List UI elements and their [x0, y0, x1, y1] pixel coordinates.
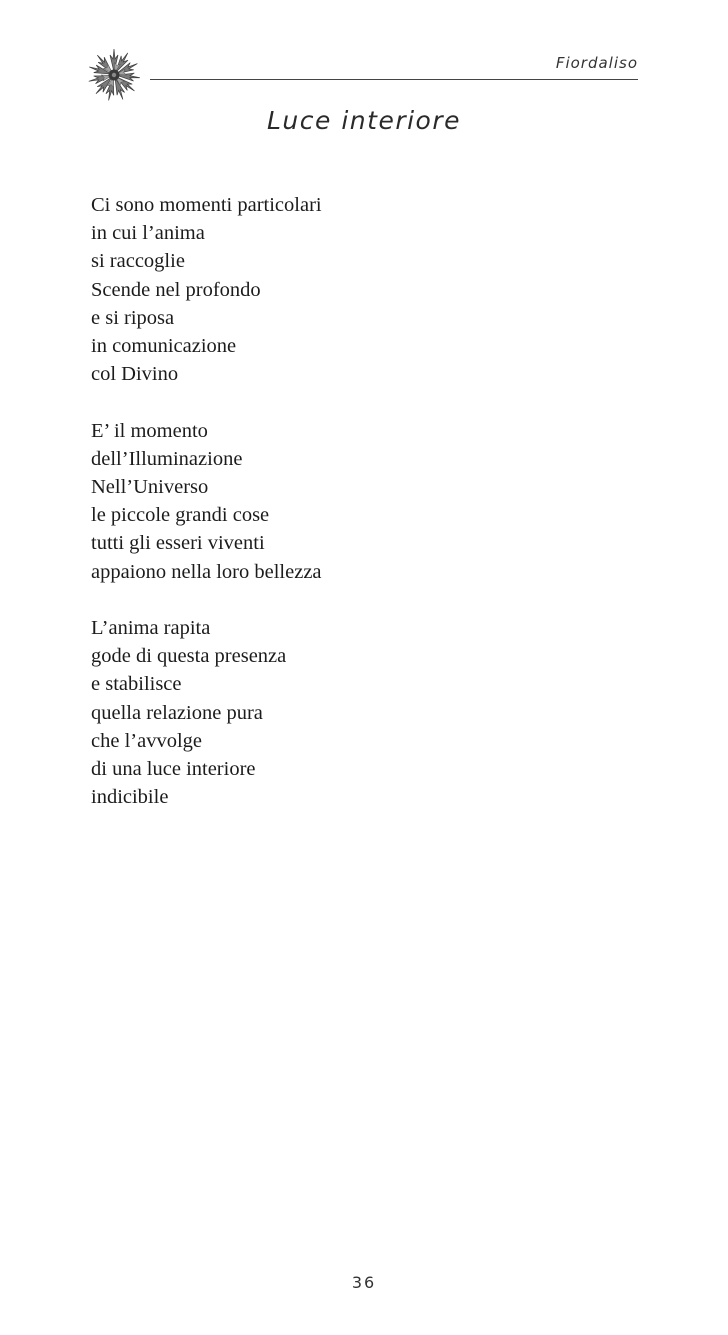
header-rule	[150, 79, 638, 80]
poem-line: quella relazione pura	[91, 701, 263, 724]
poem-line: Scende nel profondo	[91, 278, 261, 301]
poem-line: di una luce interiore	[91, 758, 256, 781]
stanza-3	[91, 614, 651, 811]
stanza-1	[91, 191, 651, 388]
poem-line: Nell’Universo	[91, 476, 209, 499]
poem-line: L’anima rapita	[91, 617, 211, 640]
stanza-2	[91, 417, 651, 586]
poem-line: appaiono nella loro bellezza	[91, 560, 322, 583]
poem-line: in cui l’anima	[91, 222, 205, 245]
page-number: 36	[351, 1273, 377, 1292]
poem-line: dell’Illuminazione	[91, 447, 243, 470]
poem-line: le piccole grandi cose	[91, 504, 270, 527]
poem-line: col Divino	[91, 363, 179, 386]
poem-line: e stabilisce	[91, 673, 182, 696]
poem-line: indicibile	[91, 786, 169, 809]
poem-title: Luce interiore	[267, 106, 461, 135]
running-head: Fiordaliso	[555, 54, 638, 72]
poem-line: e si riposa	[91, 306, 175, 329]
poem-line: in comunicazione	[91, 335, 237, 358]
poem-line: che l’avvolge	[91, 729, 202, 752]
poem-line: gode di questa presenza	[91, 645, 287, 668]
cornflower-icon	[84, 46, 144, 104]
poem-line: E’ il momento	[91, 419, 208, 442]
poem-line: si raccoglie	[91, 250, 185, 273]
poem-line: tutti gli esseri viventi	[91, 532, 265, 555]
poem-body	[91, 191, 651, 840]
poem-line: Ci sono momenti particolari	[91, 194, 322, 216]
